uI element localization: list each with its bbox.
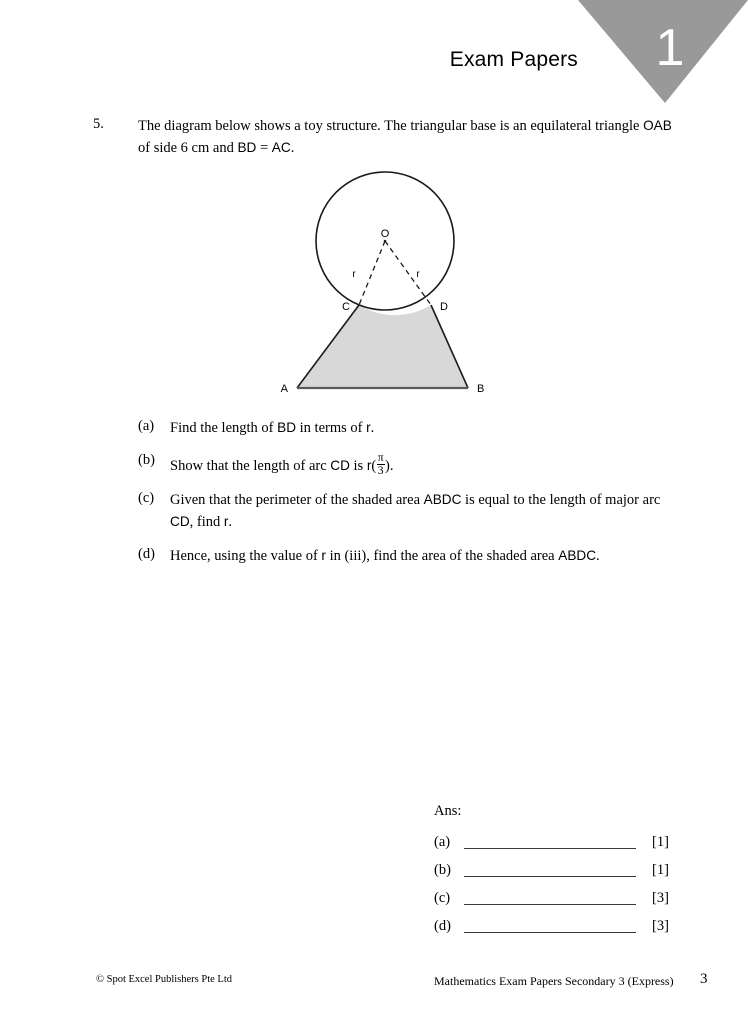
answer-write-line[interactable] xyxy=(464,932,636,933)
part-text-run: . xyxy=(228,513,233,530)
math-symbol: BD xyxy=(277,420,297,435)
question-stem xyxy=(138,116,672,160)
part-text-run: Show that the length of arc xyxy=(170,458,331,475)
stem-label-bd: BD xyxy=(237,139,257,155)
math-symbol: CD xyxy=(170,513,190,529)
page-footer xyxy=(0,971,748,996)
answer-label: (b) xyxy=(434,862,451,878)
part-text-run: , find xyxy=(189,513,224,530)
label-d: D xyxy=(440,301,448,313)
math-symbol: r xyxy=(321,548,326,563)
part-label: (d) xyxy=(138,546,155,562)
math-symbol: r xyxy=(366,420,371,435)
part-label: (a) xyxy=(138,418,155,434)
answer-row xyxy=(0,862,748,888)
part-text-run: Hence, using the value of xyxy=(170,548,322,564)
part-text-run: ( xyxy=(371,458,377,475)
footer-copyright: © Spot Excel Publishers Pte Ltd xyxy=(96,974,233,985)
part-text xyxy=(170,546,672,568)
fraction-numerator: π xyxy=(377,452,384,464)
math-symbol: CD xyxy=(330,458,350,474)
part-text-run: is equal to the length of major arc xyxy=(461,492,661,508)
question-part xyxy=(0,546,748,568)
math-symbol: r xyxy=(223,513,229,529)
math-symbol: ABDC xyxy=(423,492,462,507)
stem-text-3: = xyxy=(256,139,272,156)
question-part xyxy=(0,418,748,440)
math-symbol: ABDC xyxy=(558,548,597,563)
answer-write-line[interactable] xyxy=(464,904,636,905)
part-text-run: in terms of xyxy=(296,420,367,436)
answer-marks: [1] xyxy=(652,834,669,850)
radius-line-od xyxy=(385,241,431,305)
part-text-run: in (iii), find the area of the shaded area xyxy=(325,548,559,564)
question-part xyxy=(0,490,748,534)
label-c: C xyxy=(342,301,350,313)
label-a: A xyxy=(280,383,288,395)
label-b: B xyxy=(477,383,485,395)
answer-marks: [3] xyxy=(652,918,669,934)
page-header xyxy=(0,0,748,115)
paper-number: 1 xyxy=(655,19,685,77)
stem-text-1: The diagram below shows a toy structure. The triangular base is an equilateral triangle xyxy=(138,118,644,134)
answer-label: (a) xyxy=(434,834,451,850)
question-number: 5. xyxy=(93,116,104,132)
label-o: O xyxy=(380,228,390,240)
part-text-run: Find the length of xyxy=(170,420,278,436)
answer-label: (d) xyxy=(434,918,451,934)
answer-marks: [3] xyxy=(652,890,669,906)
part-text-run: ). xyxy=(385,458,394,475)
answer-marks: [1] xyxy=(652,862,669,878)
page-title: Exam Papers xyxy=(449,48,578,71)
centre-point-o xyxy=(384,240,387,243)
part-text-run: . xyxy=(596,548,600,564)
stem-text-4: . xyxy=(290,139,295,156)
answer-label: (c) xyxy=(434,890,451,906)
fraction xyxy=(377,452,385,478)
part-text-run: is xyxy=(349,458,367,475)
stem-text-2: of side 6 cm and xyxy=(138,139,238,156)
part-text xyxy=(170,418,672,440)
label-r-right: r xyxy=(416,269,420,280)
radius-line-oc xyxy=(359,241,385,305)
answer-row xyxy=(0,890,748,916)
label-r-left: r xyxy=(352,269,356,280)
part-text-run: . xyxy=(370,420,375,436)
shaded-region-abdc xyxy=(297,305,468,388)
answer-write-line[interactable] xyxy=(464,876,636,877)
stem-label-oab: OAB xyxy=(643,118,672,133)
part-text-run: Given that the perimeter of the shaded area xyxy=(170,492,424,508)
footer-book-title: Mathematics Exam Papers Secondary 3 (Express) xyxy=(434,974,674,988)
footer-page-number: 3 xyxy=(700,971,708,987)
question-parts-list xyxy=(0,418,748,580)
toy-structure-diagram xyxy=(255,160,505,405)
fraction-denominator: 3 xyxy=(377,465,384,478)
answer-write-line[interactable] xyxy=(464,848,636,849)
answer-row xyxy=(0,918,748,944)
part-text xyxy=(170,452,672,478)
part-label: (b) xyxy=(138,452,155,468)
part-label: (c) xyxy=(138,490,155,506)
math-symbol: r xyxy=(366,458,372,474)
part-text xyxy=(170,490,672,534)
stem-label-ac: AC xyxy=(271,139,291,155)
answer-heading: Ans: xyxy=(434,803,462,819)
question-part xyxy=(0,452,748,478)
answer-row xyxy=(0,834,748,860)
